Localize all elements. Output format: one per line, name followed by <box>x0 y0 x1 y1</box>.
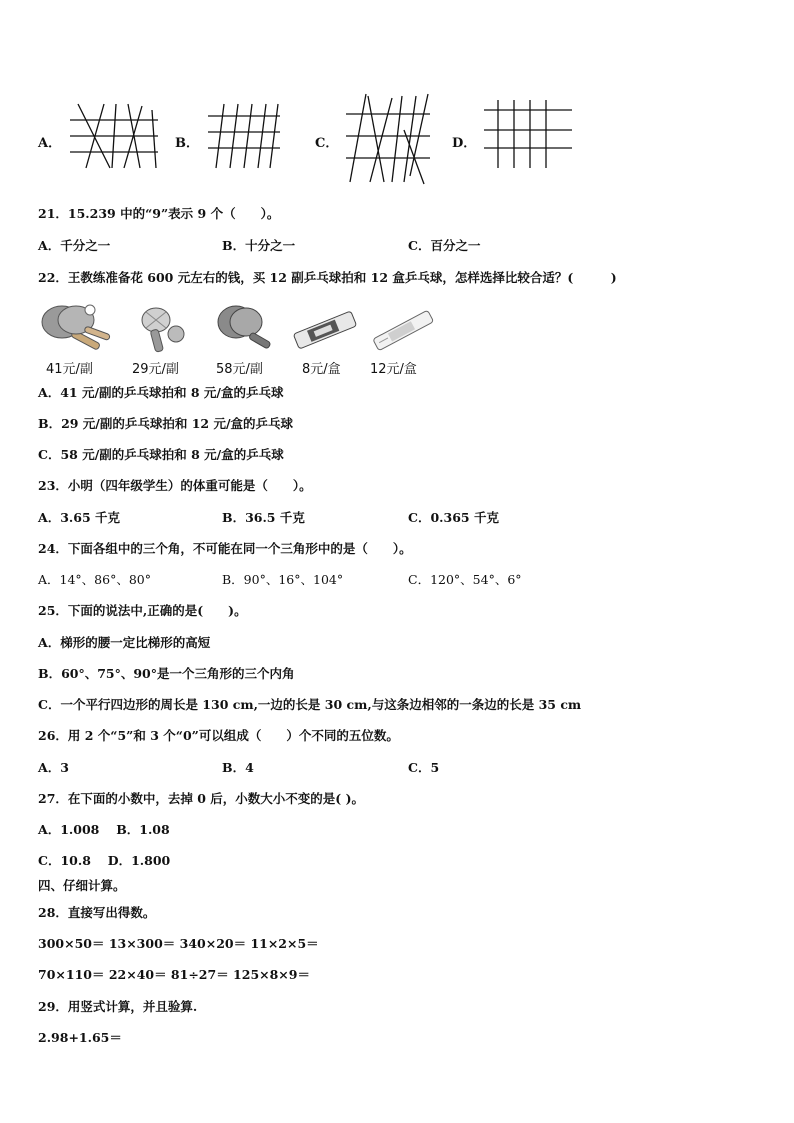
crossing-lines-figure-a-icon <box>68 102 160 172</box>
q20-option-b-label: B． <box>175 136 199 151</box>
square-grid-figure-d-icon <box>482 98 576 170</box>
q23-option-a: A．3.65 千克 <box>38 510 120 525</box>
q28-row-2: 70×110＝ 22×40＝ 81÷27＝ 125×8×9＝ <box>38 967 310 982</box>
q27-stem: 27．在下面的小数中，去掉 0 后，小数大小不变的是( )。 <box>38 791 364 806</box>
q26-option-b: B．4 <box>222 760 254 775</box>
product-price-5: 12元/盒 <box>370 362 417 377</box>
q20-option-a-label: A． <box>38 136 62 151</box>
q23-stem: 23．小明（四年级学生）的体重可能是（ ）。 <box>38 478 312 493</box>
product-price-2: 29元/副 <box>132 362 179 377</box>
grid-lines-figure-b-icon <box>206 102 282 172</box>
q20-option-d-label: D． <box>452 136 477 151</box>
q28-stem: 28．直接写出得数。 <box>38 905 156 920</box>
q20-option-c-label: C． <box>315 136 339 151</box>
product-price-1: 41元/副 <box>46 362 93 377</box>
q24-option-c: C．120°、54°、6° <box>408 572 522 587</box>
q25-option-a: A．梯形的腰一定比梯形的高短 <box>38 635 211 650</box>
q21-stem: 21．15.239 中的“9”表示 9 个（ ）。 <box>38 206 280 221</box>
q25-option-b: B．60°、75°、90°是一个三角形的三个内角 <box>38 666 295 681</box>
crossing-lines-figure-c-icon <box>344 90 434 186</box>
q24-option-b: B．90°、16°、104° <box>222 572 344 587</box>
section-4-title: 四、仔细计算。 <box>38 878 126 893</box>
q24-stem: 24．下面各组中的三个角，不可能在同一个三角形中的是（ ）。 <box>38 541 412 556</box>
q28-row-1: 300×50＝ 13×300＝ 340×20＝ 11×2×5＝ <box>38 936 319 951</box>
q21-option-a: A．千分之一 <box>38 238 111 253</box>
q29-stem: 29．用竖式计算，并且验算. <box>38 999 198 1014</box>
product-price-3: 58元/副 <box>216 362 263 377</box>
q25-stem: 25．下面的说法中,正确的是( )。 <box>38 603 247 618</box>
q26-option-c: C．5 <box>408 760 440 775</box>
q22-option-a: A．41 元/副的乒乓球拍和 8 元/盒的乒乓球 <box>38 385 284 400</box>
q22-option-c: C．58 元/副的乒乓球拍和 8 元/盒的乒乓球 <box>38 447 284 462</box>
q23-option-b: B．36.5 千克 <box>222 510 305 525</box>
q21-option-b: B．十分之一 <box>222 238 296 253</box>
q22-stem: 22．王教练准备花 600 元左右的钱，买 12 副乒乓球拍和 12 盒乒乓球，怎样选择比较合适？( ) <box>38 270 617 285</box>
q20-figures <box>0 88 794 198</box>
q27-options-row-1: A．1.008 B．1.08 <box>38 822 170 837</box>
q26-option-a: A．3 <box>38 760 69 775</box>
product-price-4: 8元/盒 <box>302 362 341 377</box>
q21-option-c: C．百分之一 <box>408 238 481 253</box>
q26-stem: 26．用 2 个“5”和 3 个“0”可以组成（ ）个不同的五位数。 <box>38 728 399 743</box>
q27-options-row-2: C．10.8 D．1.800 <box>38 853 171 868</box>
q25-option-c: C．一个平行四边形的周长是 130 cm,一边的长是 30 cm,与这条边相邻的一条边的长是 35 cm <box>38 697 582 712</box>
q22-option-b: B．29 元/副的乒乓球拍和 12 元/盒的乒乓球 <box>38 416 294 431</box>
q24-option-a: A．14°、86°、80° <box>38 572 151 587</box>
q23-option-c: C．0.365 千克 <box>408 510 499 525</box>
q29-expression: 2.98+1.65＝ <box>38 1030 122 1045</box>
